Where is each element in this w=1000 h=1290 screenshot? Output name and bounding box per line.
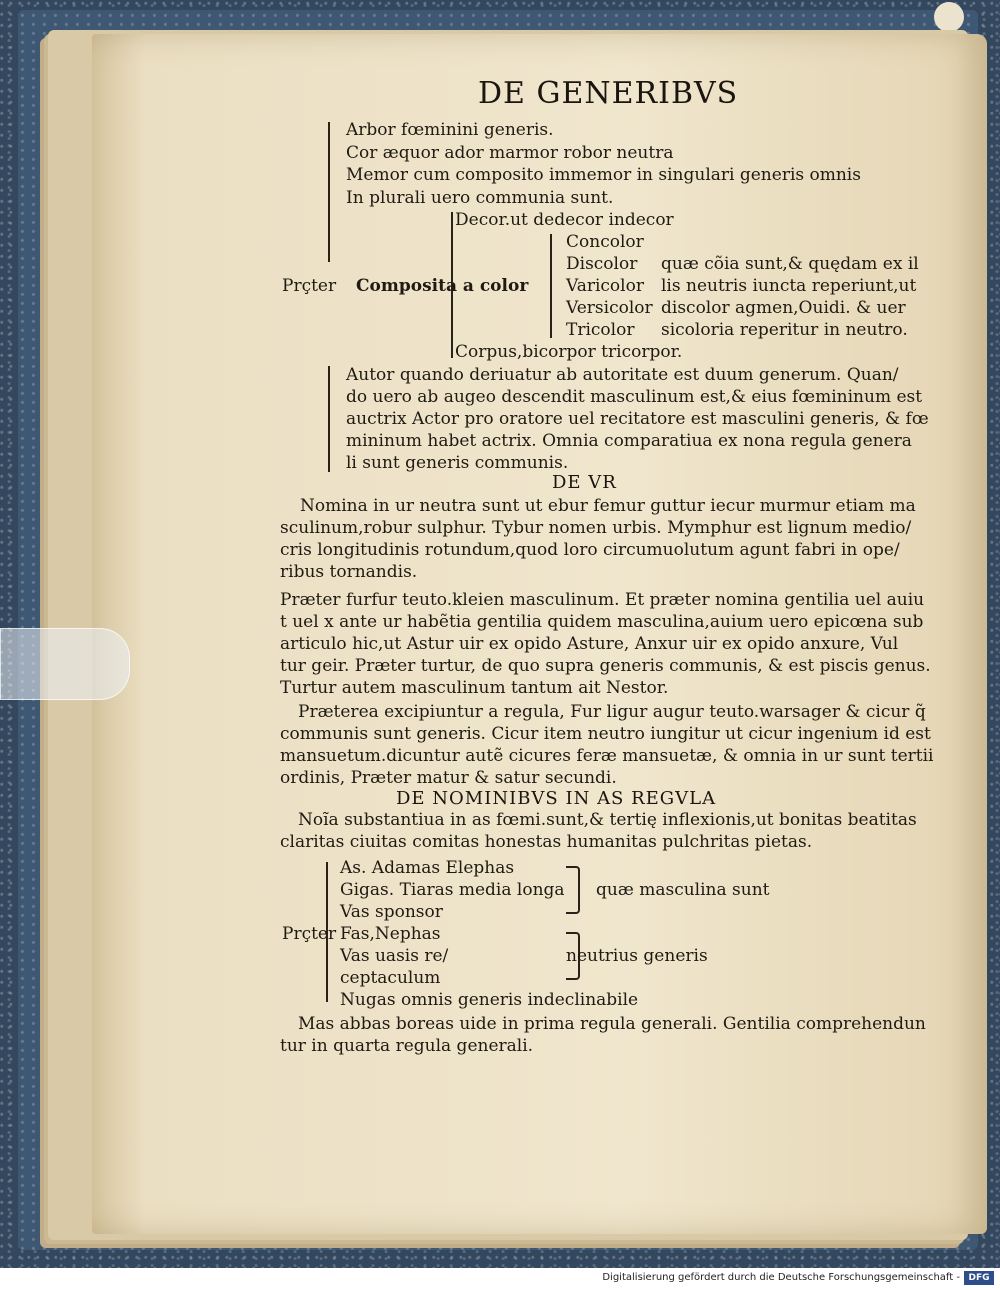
color-item: Tricolor	[566, 320, 635, 340]
footer-credit: Digitalisierung gefördert durch die Deutsche Forschungsgemeinschaft -	[602, 1272, 960, 1283]
brace-colors	[550, 234, 552, 338]
bracket-masc	[566, 866, 580, 914]
text-line: claritas ciuitas comitas honestas humanitas pulchritas pietas.	[280, 832, 813, 852]
text-line: quæ masculina sunt	[596, 880, 770, 900]
text-line: neutrius generis	[566, 946, 708, 966]
section-heading: DE NOMINIBVS IN AS REGVLA	[396, 788, 717, 809]
text-line: communis sunt generis. Cicur item neutro iungitur ut cicur ingenium id est	[280, 724, 931, 744]
text-line: articulo hic,ut Astur uir ex opido Asture, Anxur uir ex opido anxure, Vul	[280, 634, 899, 654]
text-line: t uel x ante ur habẽtia gentilia quidem masculina,auium uero epicœna sub	[280, 612, 924, 632]
text-line: Præterea excipiuntur a regula, Fur ligur augur teuto.warsager & cicur q̃	[298, 702, 926, 722]
text-line: tur geir. Præter turtur, de quo supra generis communis, & est piscis genus.	[280, 656, 931, 676]
text-line: do uero ab augeo descendit masculinum est,& eius fœmininum est	[346, 387, 923, 407]
text-line: Nomina in ur neutra sunt ut ebur femur guttur iecur murmur etiam ma	[300, 496, 916, 516]
text-line: cris longitudinis rotundum,quod loro circumuolutum agunt fabri in ope/	[280, 540, 900, 560]
list-item: Fas,Nephas	[340, 924, 441, 944]
composita-label: Composita a color	[356, 276, 529, 296]
text-line: sicoloria reperitur in neutro.	[661, 320, 908, 340]
text-line: Arbor fœminini generis.	[346, 120, 554, 140]
text-line: Corpus,bicorpor tricorpor.	[455, 342, 683, 362]
text-line: Præter furfur teuto.kleien masculinum. Et præter nomina gentilia uel auiu	[280, 590, 925, 610]
list-item: ceptaculum	[340, 968, 441, 988]
color-item: Discolor	[566, 254, 638, 274]
text-line: ordinis, Præter matur & satur secundi.	[280, 768, 617, 788]
text-line: tur in quarta regula generali.	[280, 1036, 534, 1056]
text-line: Memor cum composito immemor in singulari generis omnis	[346, 165, 861, 185]
text-line: discolor agmen,Ouidi. & uer	[661, 298, 906, 318]
color-item: Varicolor	[566, 276, 644, 296]
page-heading: DE GENERIBVS	[478, 76, 739, 111]
text-line: auctrix Actor pro oratore uel recitatore est masculini generis, & fœ	[346, 409, 929, 429]
preter-label: Prçter	[282, 276, 337, 296]
list-item: Vas sponsor	[340, 902, 443, 922]
color-item: Concolor	[566, 232, 644, 252]
list-item: As. Adamas Elephas	[340, 858, 515, 878]
text-line: Cor æquor ador marmor robor neutra	[346, 143, 674, 163]
text-line: In plurali uero communia sunt.	[346, 188, 614, 208]
text-line: Decor.ut dedecor indecor	[455, 210, 674, 230]
brace-left-top	[328, 122, 330, 262]
list-item: Nugas omnis generis indeclinabile	[340, 990, 639, 1010]
text-line: Noĩa substantiua in as fœmi.sunt,& tertię inflexionis,ut bonitas beatitas	[298, 810, 917, 830]
section-heading: DE VR	[552, 472, 617, 493]
text-line: Mas abbas boreas uide in prima regula generali. Gentilia comprehendun	[298, 1014, 926, 1034]
dfg-logo: DFG	[964, 1271, 994, 1285]
plastic-clip	[0, 628, 130, 700]
list-item: Gigas. Tiaras media longa	[340, 880, 565, 900]
list-item: Vas uasis re/	[340, 946, 449, 966]
text-line: mansuetum.dicuntur autẽ cicures feræ mansuetæ, & omnia in ur sunt tertii	[280, 746, 934, 766]
text-line: Autor quando deriuatur ab autoritate est duum generum. Quan/	[346, 365, 899, 385]
text-line: mininum habet actrix. Omnia comparatiua ex nona regula genera	[346, 431, 912, 451]
preter-label: Prçter	[282, 924, 337, 944]
color-item: Versicolor	[566, 298, 653, 318]
text-line: li sunt generis communis.	[346, 453, 569, 473]
text-line: Turtur autem masculinum tantum ait Nestor.	[280, 678, 669, 698]
text-line: quæ cõia sunt,& quędam ex il	[661, 254, 919, 274]
text-line: ribus tornandis.	[280, 562, 418, 582]
brace-left-bottom	[328, 366, 330, 472]
text-line: sculinum,robur sulphur. Tybur nomen urbis. Mymphur est lignum medio/	[280, 518, 912, 538]
page-corner	[934, 2, 964, 32]
text-line: lis neutris iuncta reperiunt,ut	[661, 276, 917, 296]
